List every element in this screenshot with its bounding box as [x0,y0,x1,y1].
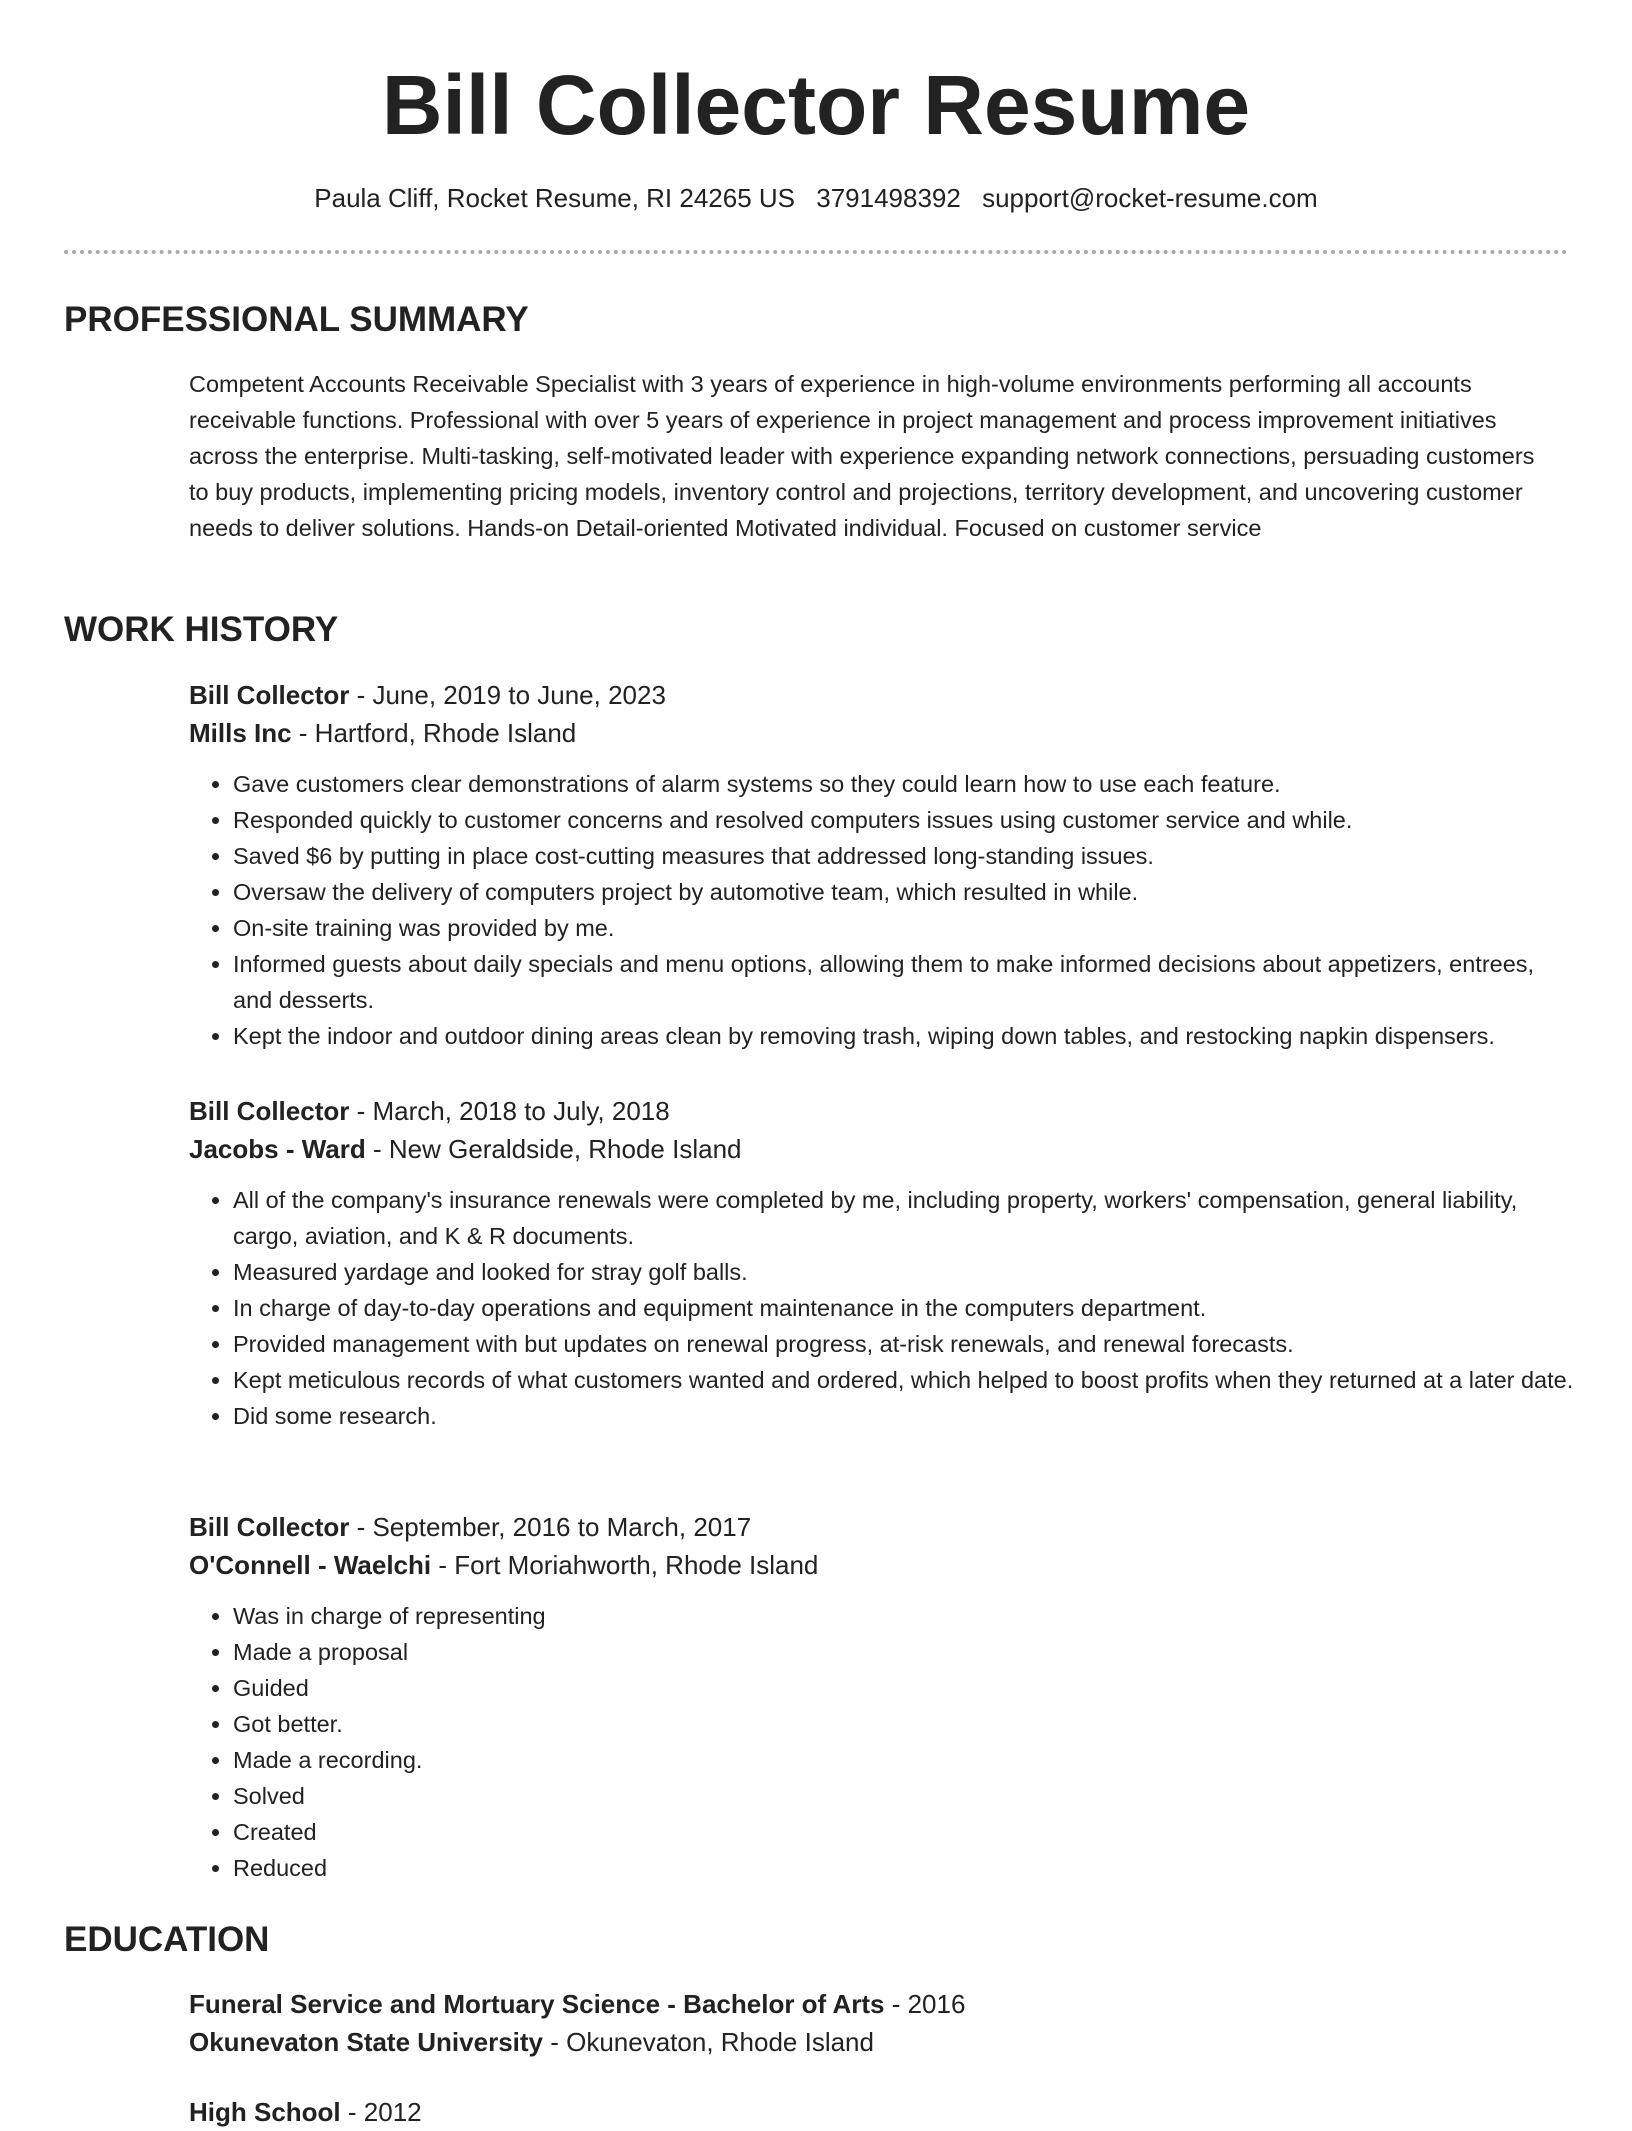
job-bullets [189,766,1579,1054]
contact-line [0,180,1632,216]
job-company: Mills Inc [189,718,292,748]
job-title-line [189,1508,1579,1546]
resume-title: Bill Collector Resume [381,58,1251,152]
list-item: • Made a recording. [233,1742,1579,1778]
job-title: Bill Collector [189,1512,350,1542]
job-location: - Hartford, Rhode Island [291,718,577,748]
education-degree: High School [189,2097,341,2127]
education-degree-line [189,2093,1579,2131]
job-dates: - March, 2018 to July, 2018 [349,1096,670,1126]
list-item: • Measured yardage and looked for stray golf balls. [233,1254,1579,1290]
education-year: - 2016 [884,1989,966,2019]
list-item: • Kept meticulous records of what customers wanted and ordered, which helped to boost profits when they returned at a later date. [233,1362,1579,1398]
education-entry-2 [189,2093,1579,2131]
job-title: Bill Collector [189,680,350,710]
education-location: - Okunevaton, Rhode Island [543,2027,874,2057]
list-item: • Informed guests about daily specials and menu options, allowing them to make informed decisions about appetizers, entrees, and desserts. [233,946,1579,1018]
list-item: • Oversaw the delivery of computers project by automotive team, which resulted in while. [233,874,1579,910]
list-item: • All of the company's insurance renewals were completed by me, including property, workers' compensation, general liability, cargo, aviation, and K & R documents. [233,1182,1579,1254]
list-item: • Got better. [233,1706,1579,1742]
contact-email: support@rocket-resume.com [982,183,1318,213]
job-bullets [189,1598,1579,1886]
list-item: • Gave customers clear demonstrations of alarm systems so they could learn how to use each feature. [233,766,1579,802]
job-entry-1 [189,676,1579,1054]
job-dates: - June, 2019 to June, 2023 [349,680,666,710]
list-item: • Was in charge of representing [233,1598,1579,1634]
header-divider [64,250,1568,254]
list-item: • Saved $6 by putting in place cost-cutting measures that addressed long-standing issues. [233,838,1579,874]
education-degree-line [189,1985,1579,2023]
list-item: • Guided [233,1670,1579,1706]
job-company-line [189,714,1579,752]
job-title: Bill Collector [189,1096,350,1126]
job-entry-3 [189,1508,1579,1886]
job-company: O'Connell - Waelchi [189,1550,432,1580]
list-item: • Responded quickly to customer concerns and resolved computers issues using customer service and while. [233,802,1579,838]
summary-text: Competent Accounts Receivable Specialist with 3 years of experience in high-volume environments performing all accounts receivable functions. Professional with over 5 years of experience in project management and process improvement initiatives across the enterprise. Multi-tasking, self-motivated leader with experience expanding network connections, persuading customers to buy products, implementing pricing models, inventory control and projections, territory development, and uncovering customer needs to deliver solutions. Hands-on Detail-oriented Motivated individual. Focused on customer service [189,371,1535,541]
list-item: • Did some research. [233,1398,1579,1434]
list-item: • Made a proposal [233,1634,1579,1670]
job-location: - Fort Moriahworth, Rhode Island [431,1550,819,1580]
job-company-line [189,1130,1579,1168]
job-bullets [189,1182,1579,1434]
job-title-line [189,1092,1579,1130]
list-item: • Reduced [233,1850,1579,1886]
job-dates: - September, 2016 to March, 2017 [349,1512,752,1542]
list-item: • Provided management with but updates on renewal progress, at-risk renewals, and renewal forecasts. [233,1326,1579,1362]
education-entry-1 [189,1985,1579,2061]
list-item: • Created [233,1814,1579,1850]
job-entry-2 [189,1092,1579,1434]
summary-heading: PROFESSIONAL SUMMARY [64,300,529,339]
list-item: • Solved [233,1778,1579,1814]
contact-phone: 3791498392 [816,183,961,213]
education-school-line [189,2023,1579,2061]
contact-address: Paula Cliff, Rocket Resume, RI 24265 US [314,183,796,213]
education-heading: EDUCATION [64,1920,270,1959]
job-location: - New Geraldside, Rhode Island [365,1134,742,1164]
job-company-line [189,1546,1579,1584]
list-item: • On-site training was provided by me. [233,910,1579,946]
education-year: - 2012 [340,2097,422,2127]
job-company: Jacobs - Ward [189,1134,366,1164]
education-degree: Funeral Service and Mortuary Science - Bachelor of Arts [189,1989,885,2019]
work-history-heading: WORK HISTORY [64,610,339,649]
list-item: • In charge of day-to-day operations and equipment maintenance in the computers department. [233,1290,1579,1326]
job-title-line [189,676,1579,714]
list-item: • Kept the indoor and outdoor dining areas clean by removing trash, wiping down tables, and restocking napkin dispensers. [233,1018,1579,1054]
education-school: Okunevaton State University [189,2027,543,2057]
